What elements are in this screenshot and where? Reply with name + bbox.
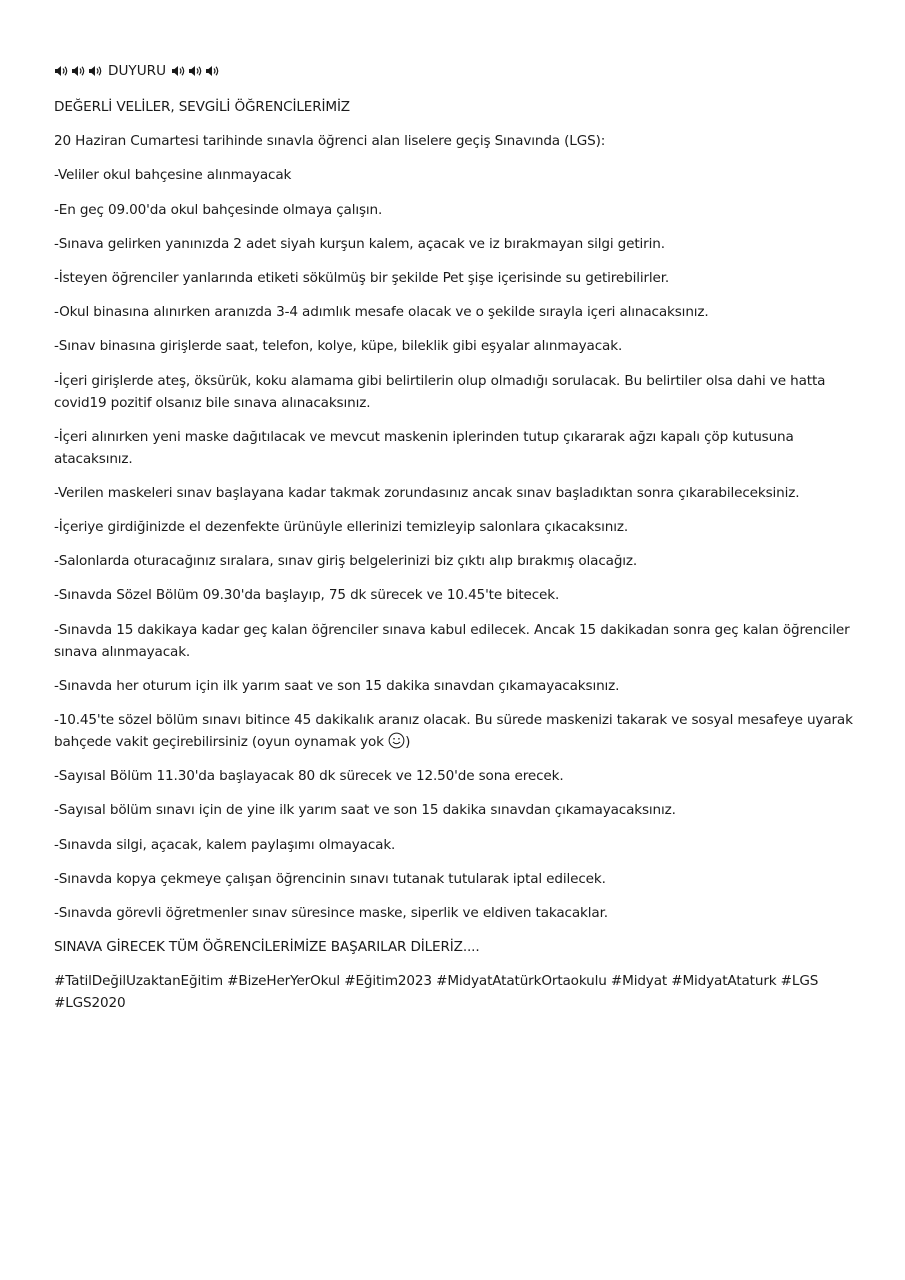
speaker-loud-icon (54, 65, 69, 77)
list-item: -Sınav binasına girişlerde saat, telefon, kolye, küpe, bileklik gibi eşyalar alınmayacak. (54, 338, 623, 355)
list-item: -İçeri girişlerde ateş, öksürük, koku alamama gibi belirtilerin olup olmadığı sorulacak. Bu belirtiler olsa dahi ve hatta covid19 pozitif olsanız bile sınava alınacaksınız. (54, 372, 826, 411)
announcement-title: DUYURU (108, 63, 167, 79)
list-item: -Sınava gelirken yanınızda 2 adet siyah kurşun kalem, açacak ve iz bırakmayan silgi getirin. (54, 235, 665, 252)
list-item: -Sayısal bölüm sınavı için de yine ilk yarım saat ve son 15 dakika sınavdan çıkamayacaksınız. (54, 802, 676, 819)
list-item: -Sınavda kopya çekmeye çalışan öğrencinin sınavı tutanak tutularak iptal edilecek. (54, 870, 606, 887)
smiley-face-icon (388, 732, 405, 749)
list-item: -Sınavda 15 dakikaya kadar geç kalan öğrenciler sınava kabul edilecek. Ancak 15 dakikadan sonra geç kalan öğrenciler sınava alınmayacak. (54, 621, 850, 660)
break-note-item (54, 709, 859, 753)
list-item: -Okul binasına alınırken aranızda 3-4 adımlık mesafe olacak ve o şekilde sırayla içeri alınacaksınız. (54, 304, 709, 321)
speaker-loud-icon (71, 65, 86, 77)
speaker-loud-icon (188, 65, 203, 77)
speaker-icons-right (171, 65, 220, 77)
list-item: -Sınavda Sözel Bölüm 09.30'da başlayıp, 75 dk sürecek ve 10.45'te bitecek. (54, 587, 560, 604)
announcement-header (54, 62, 859, 80)
list-item: -Salonlarda oturacağınız sıralara, sınav giriş belgelerinizi biz çıktı alıp bırakmış olacağız. (54, 553, 638, 570)
list-item: -En geç 09.00'da okul bahçesinde olmaya çalışın. (54, 201, 383, 218)
list-item: -İçeriye girdiğinizde el dezenfekte ürünüyle ellerinizi temizleyip salonlara çıkacaksınız. (54, 519, 629, 536)
closing-line: SINAVA GİRECEK TÜM ÖĞRENCİLERİMİZE BAŞARILAR DİLERİZ.... (54, 939, 480, 956)
break-note-text: -10.45'te sözel bölüm sınavı bitince 45 dakikalık aranız olacak. Bu sürede maskenizi takarak ve sosyal mesafeye uyarak bahçede vakit geçirebilirsiniz (oyun oynamak yok (54, 712, 853, 750)
list-item: -Sınavda her oturum için ilk yarım saat ve son 15 dakika sınavdan çıkamayacaksınız. (54, 677, 620, 694)
hashtags: #TatilDeğilUzaktanEğitim #BizeHerYerOkul #Eğitim2023 #MidyatAtatürkOrtaokulu #Midyat #MidyatAtaturk #LGS #LGS2020 (54, 973, 819, 1012)
list-item: -Verilen maskeleri sınav başlayana kadar takmak zorundasınız ancak sınav başladıktan sonra çıkarabileceksiniz. (54, 484, 800, 501)
list-item: -Sınavda görevli öğretmenler sınav süresince maske, siperlik ve eldiven takacaklar. (54, 904, 608, 921)
list-item: -Sınavda silgi, açacak, kalem paylaşımı olmayacak. (54, 836, 396, 853)
break-note-end: ) (405, 734, 411, 750)
list-item: -İçeri alınırken yeni maske dağıtılacak ve mevcut maskenin iplerinden tutup çıkararak ağzı kapalı çöp kutusuna atacaksınız. (54, 428, 794, 467)
greeting: DEĞERLİ VELİLER, SEVGİLİ ÖĞRENCİLERİMİZ (54, 99, 350, 115)
list-item: -Veliler okul bahçesine alınmayacak (54, 167, 292, 184)
speaker-icons-left (54, 65, 103, 77)
speaker-loud-icon (205, 65, 220, 77)
list-item: -Sayısal Bölüm 11.30'da başlayacak 80 dk sürecek ve 12.50'de sona erecek. (54, 768, 564, 785)
intro-paragraph: 20 Haziran Cumartesi tarihinde sınavla öğrenci alan liselere geçiş Sınavında (LGS): (54, 133, 606, 150)
list-item: -İsteyen öğrenciler yanlarında etiketi sökülmüş bir şekilde Pet şişe içerisinde su getirebilirler. (54, 269, 670, 286)
speaker-loud-icon (88, 65, 103, 77)
speaker-loud-icon (171, 65, 186, 77)
announcement-document (54, 62, 859, 1027)
